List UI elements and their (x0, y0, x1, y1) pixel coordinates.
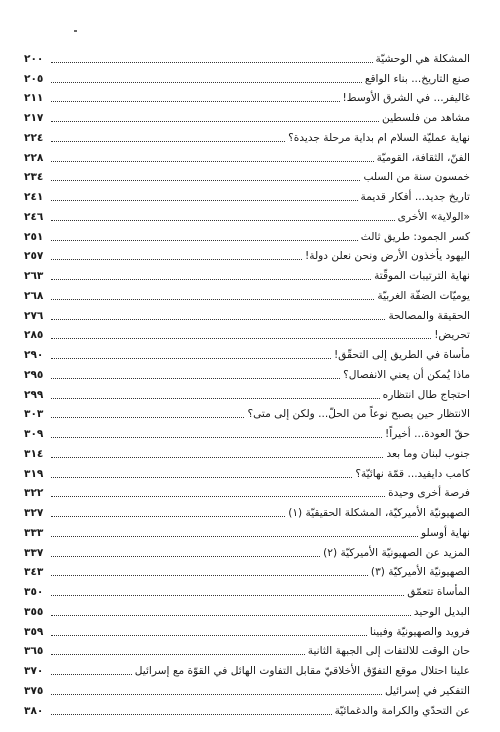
dot-leader (51, 338, 431, 339)
toc-entry-title: جنوب لبنان وما بعد (386, 447, 470, 460)
toc-entry-title: البديل الوحيد (413, 605, 470, 618)
toc-entry (24, 658, 470, 678)
toc-entry-page-number: ٢٩٩ (24, 388, 44, 401)
toc-entry-page-number: ٢٣٤ (24, 171, 44, 184)
dot-leader (51, 240, 358, 241)
toc-entry-title: اليهود يأخذون الأرض ونحن نعلن دولة! (305, 250, 470, 263)
toc-entry-title: الصهيونيّة الأميركيّة (٣) (370, 566, 470, 579)
dot-leader (51, 457, 383, 458)
dot-leader (51, 674, 132, 675)
toc-entry-page-number: ٣٢٢ (24, 487, 44, 500)
toc-entry (24, 323, 470, 343)
toc-entry (24, 382, 470, 402)
dot-leader (51, 180, 360, 181)
toc-entry-page-number: ٣٥٩ (24, 625, 44, 638)
toc-entry-page-number: ٢٢٤ (24, 131, 44, 144)
toc-entry (24, 46, 470, 66)
toc-entry-title: نهاية أوسلو (421, 526, 470, 539)
dot-leader (51, 477, 352, 478)
toc-entry (24, 461, 470, 481)
dot-leader (51, 595, 404, 596)
dot-leader (51, 654, 305, 655)
dot-leader (51, 615, 411, 616)
toc-entry (24, 599, 470, 619)
toc-entry-title: عن التحدّي والكرامة والدغمائيّة (334, 704, 470, 717)
toc-entry (24, 125, 470, 145)
toc-entry-title: الحقيقة والمصالحة (388, 309, 470, 322)
toc-entry-page-number: ٣٢٧ (24, 507, 44, 519)
toc-entry (24, 362, 470, 382)
toc-entry-page-number: ٣١٩ (24, 467, 44, 480)
toc-entry (24, 165, 470, 185)
table-of-contents (24, 46, 470, 718)
toc-entry-page-number: ٣٥٥ (24, 605, 44, 618)
dot-leader (51, 437, 382, 438)
dot-leader (51, 101, 340, 102)
dot-leader (51, 417, 244, 418)
toc-entry-title: التفكير في إسرائيل (384, 684, 470, 697)
toc-entry-page-number: ٣٣٧ (24, 546, 44, 559)
toc-entry-title: خمسون سنة من السلب (363, 171, 470, 184)
toc-entry-title: المشكلة هي الوحشيّة (375, 52, 470, 65)
dot-leader (51, 200, 358, 201)
toc-entry-title: تاريخ جديد... أفكار قديمة (360, 191, 470, 203)
toc-entry-page-number: ٣٦٥ (24, 645, 44, 658)
toc-entry-page-number: ٢٦٣ (24, 270, 44, 282)
dot-leader (51, 82, 362, 83)
dot-leader (51, 714, 332, 715)
toc-entry-title: يوميّات الضفّة الغربيّة (377, 289, 470, 302)
toc-entry-title: نهاية الترتيبات الموقّتة (374, 270, 470, 282)
toc-entry-title: غاليفر... في الشرق الأوسط! (342, 92, 470, 105)
dot-leader (51, 536, 418, 537)
toc-entry-title: «الولاية» الأخرى (397, 210, 470, 223)
dot-leader (51, 398, 380, 399)
toc-entry-title: فرويد والصهيونيّة وفيينا (369, 625, 470, 638)
toc-entry-title: حان الوقت للالتفات إلى الجبهة الثانية (307, 645, 470, 658)
toc-entry (24, 303, 470, 323)
toc-entry-page-number: ٣١٤ (24, 447, 44, 460)
toc-entry (24, 145, 470, 165)
dot-leader (51, 259, 302, 260)
toc-entry-page-number: ٣٧٥ (24, 684, 44, 697)
scan-speck (74, 30, 77, 32)
toc-entry (24, 441, 470, 461)
toc-entry (24, 402, 470, 422)
toc-entry (24, 500, 470, 520)
toc-entry-page-number: ٢٧٦ (24, 309, 44, 322)
toc-entry (24, 540, 470, 560)
dot-leader (51, 635, 367, 636)
toc-entry-page-number: ٢١٧ (24, 112, 44, 124)
toc-entry-title: علينا احتلال موقع التفوّق الأخلاقيّ مقابل التفاوت الهائل في القوّة مع إسرائيل (134, 665, 470, 677)
toc-entry-page-number: ٢٩٥ (24, 368, 44, 381)
toc-entry-page-number: ٢٩٠ (24, 349, 44, 361)
dot-leader (51, 496, 385, 497)
toc-entry-title: المزيد عن الصهيونيّة الأميركيّة (٢) (323, 546, 470, 559)
dot-leader (51, 62, 373, 63)
dot-leader (51, 279, 371, 280)
toc-entry (24, 105, 470, 125)
dot-leader (51, 516, 285, 517)
dot-leader (51, 319, 385, 320)
toc-entry-title: تحريض! (434, 329, 470, 342)
toc-entry-page-number: ٣٧٠ (24, 665, 44, 677)
toc-entry-title: فرصة أخرى وحيدة (388, 487, 470, 500)
toc-entry-title: ماذا يُمكن أن يعني الانفصال؟ (343, 368, 470, 381)
toc-entry-title: الانتظار حين يصبح نوعاً من الحلّ... ولكن إلى متى؟ (247, 408, 470, 421)
toc-entry-page-number: ٢٦٨ (24, 289, 44, 302)
toc-entry-page-number: ٣٠٩ (24, 428, 44, 440)
toc-entry (24, 678, 470, 698)
toc-entry-page-number: ٢٥٧ (24, 250, 44, 263)
toc-entry-page-number: ٢٠٥ (24, 72, 44, 85)
toc-entry (24, 639, 470, 659)
toc-entry (24, 579, 470, 599)
dot-leader (51, 121, 379, 122)
toc-entry (24, 481, 470, 501)
toc-entry-page-number: ٣٨٠ (24, 704, 44, 717)
dot-leader (51, 220, 395, 221)
toc-entry (24, 204, 470, 224)
dot-leader (51, 378, 340, 379)
dot-leader (51, 556, 320, 557)
toc-entry (24, 244, 470, 264)
toc-entry (24, 263, 470, 283)
dot-leader (51, 694, 382, 695)
toc-entry-title: صنع التاريخ... بناء الواقع (364, 72, 470, 85)
toc-entry-title: نهاية عمليّة السلام ام بداية مرحلة جديدة؟ (288, 131, 470, 144)
toc-entry-page-number: ٢٤١ (24, 191, 44, 203)
toc-entry-page-number: ٣٤٣ (24, 566, 44, 579)
toc-entry-page-number: ٣٥٠ (24, 586, 44, 598)
toc-entry-page-number: ٢٤٦ (24, 210, 44, 223)
toc-entry-title: حقّ العودة... أخيراً! (385, 428, 470, 440)
toc-entry-title: مشاهد من فلسطين (382, 112, 470, 124)
toc-entry-title: الفنّ، الثقافة، القوميّة (376, 151, 470, 164)
toc-entry-page-number: ٢٠٠ (24, 52, 44, 65)
toc-entry (24, 560, 470, 580)
toc-entry-title: الصهيونيّة الأميركيّة، المشكلة الحقيقيّة (١) (288, 507, 470, 519)
toc-entry-page-number: ٢٨٥ (24, 329, 44, 342)
toc-entry-title: المأساة تتعمّق (407, 586, 470, 598)
toc-entry-page-number: ٢١١ (24, 92, 44, 105)
toc-entry (24, 86, 470, 106)
toc-entry-page-number: ٢٢٨ (24, 151, 44, 164)
toc-entry-page-number: ٣٠٣ (24, 408, 44, 421)
toc-entry-title: احتجاج طال انتظاره (382, 388, 470, 401)
toc-entry (24, 619, 470, 639)
toc-entry (24, 66, 470, 86)
dot-leader (51, 141, 285, 142)
toc-entry-title: كامب دايفيد... قمّة نهائيّة؟ (355, 467, 470, 480)
toc-entry (24, 421, 470, 441)
toc-entry-title: مأساة في الطريق إلى التحقّق! (333, 349, 470, 361)
dot-leader (51, 161, 374, 162)
toc-entry (24, 224, 470, 244)
toc-entry-page-number: ٢٥١ (24, 230, 44, 243)
dot-leader (51, 299, 374, 300)
toc-entry (24, 184, 470, 204)
toc-entry-title: كسر الجمود: طريق ثالث (360, 230, 470, 243)
toc-entry (24, 342, 470, 362)
dot-leader (51, 575, 368, 576)
toc-entry (24, 520, 470, 540)
toc-entry-page-number: ٣٣٣ (24, 526, 44, 539)
toc-entry (24, 698, 470, 718)
dot-leader (51, 358, 331, 359)
toc-entry (24, 283, 470, 303)
